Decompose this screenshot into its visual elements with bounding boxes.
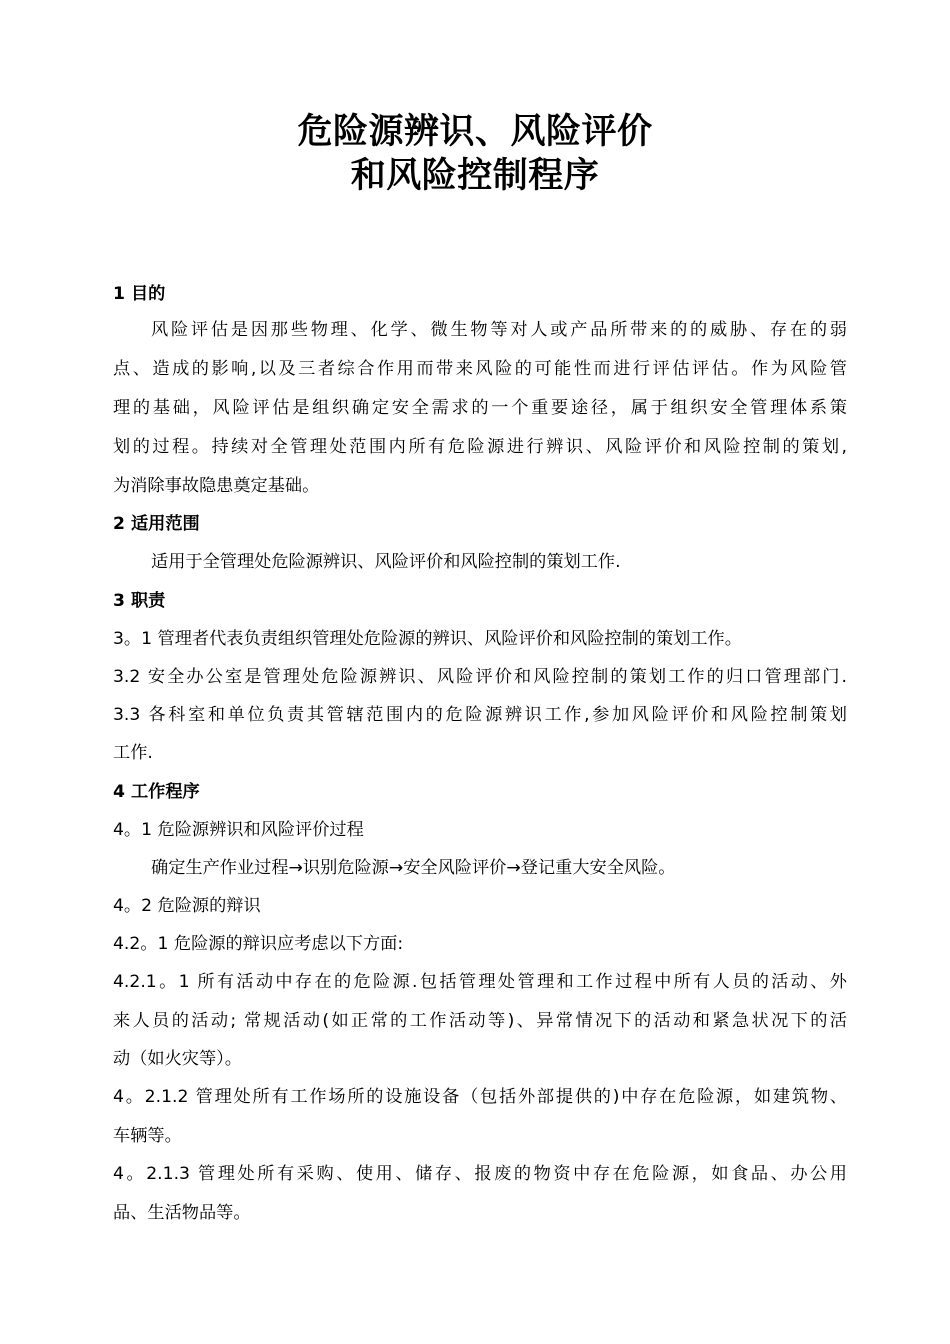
section-2-heading: 2 适用范围 bbox=[113, 514, 200, 534]
section-4-item-line: 品、生活物品等。 bbox=[113, 1203, 251, 1223]
section-4-subheading: 4。1 危险源辨识和风险评价过程 bbox=[113, 820, 364, 840]
section-3-item-line: 3.2 安全办公室是管理处危险源辨识、风险评价和风险控制的策划工作的归口管理部门. bbox=[113, 667, 847, 687]
section-1-paragraph-line: 理的基础，风险评估是组织确定安全需求的一个重要途径，属于组织安全管理体系策 bbox=[113, 398, 847, 418]
section-4-subheading: 4。2 危险源的辩识 bbox=[113, 896, 261, 916]
section-1-paragraph-line: 风险评估是因那些物理、化学、微生物等对人或产品所带来的的威胁、存在的弱 bbox=[151, 320, 847, 340]
section-4-item-line: 4.2.1。1 所有活动中存在的危险源.包括管理处管理和工作过程中所有人员的活动、外 bbox=[113, 972, 847, 992]
document-title-line-2: 和风险控制程序 bbox=[350, 156, 600, 196]
section-4-item-line: 4。2.1.3 管理处所有采购、使用、储存、报废的物资中存在危险源，如食品、办公用 bbox=[113, 1164, 847, 1184]
section-4-heading: 4 工作程序 bbox=[113, 782, 200, 802]
section-4-item-line: 动（如火灾等）。 bbox=[113, 1049, 242, 1069]
section-1-paragraph-line: 划的过程。持续对全管理处范围内所有危险源进行辨识、风险评价和风险控制的策划, bbox=[113, 437, 847, 457]
section-3-heading: 3 职责 bbox=[113, 591, 166, 611]
section-2-paragraph-line: 适用于全管理处危险源辨识、风险评价和风险控制的策划工作. bbox=[151, 552, 621, 572]
section-3-item-line: 3。1 管理者代表负责组织管理处危险源的辨识、风险评价和风险控制的策划工作。 bbox=[113, 629, 742, 649]
section-1-paragraph-line: 点、造成的影响,以及三者综合作用而带来风险的可能性而进行评估评估。作为风险管 bbox=[113, 359, 847, 379]
section-3-item-line: 工作. bbox=[113, 743, 153, 763]
document-title-line-1: 危险源辨识、风险评价 bbox=[297, 112, 653, 152]
section-4-item-line: 来人员的活动; 常规活动(如正常的工作活动等)、异常情况下的活动和紧急状况下的活 bbox=[113, 1011, 847, 1031]
section-4-item-line: 4。2.1.2 管理处所有工作场所的设施设备（包括外部提供的)中存在危险源，如建筑物、 bbox=[113, 1087, 847, 1107]
section-1-heading: 1 目的 bbox=[113, 284, 166, 304]
section-3-item-line: 3.3 各科室和单位负责其管辖范围内的危险源辨识工作,参加风险评价和风险控制策划 bbox=[113, 705, 847, 725]
section-4-item-line: 车辆等。 bbox=[113, 1126, 182, 1146]
section-4-item-line: 4.2。1 危险源的辩识应考虑以下方面: bbox=[113, 934, 404, 954]
section-4-process-line: 确定生产作业过程→识别危险源→安全风险评价→登记重大安全风险。 bbox=[151, 858, 676, 878]
section-1-paragraph-line: 为消除事故隐患奠定基础。 bbox=[113, 476, 320, 496]
